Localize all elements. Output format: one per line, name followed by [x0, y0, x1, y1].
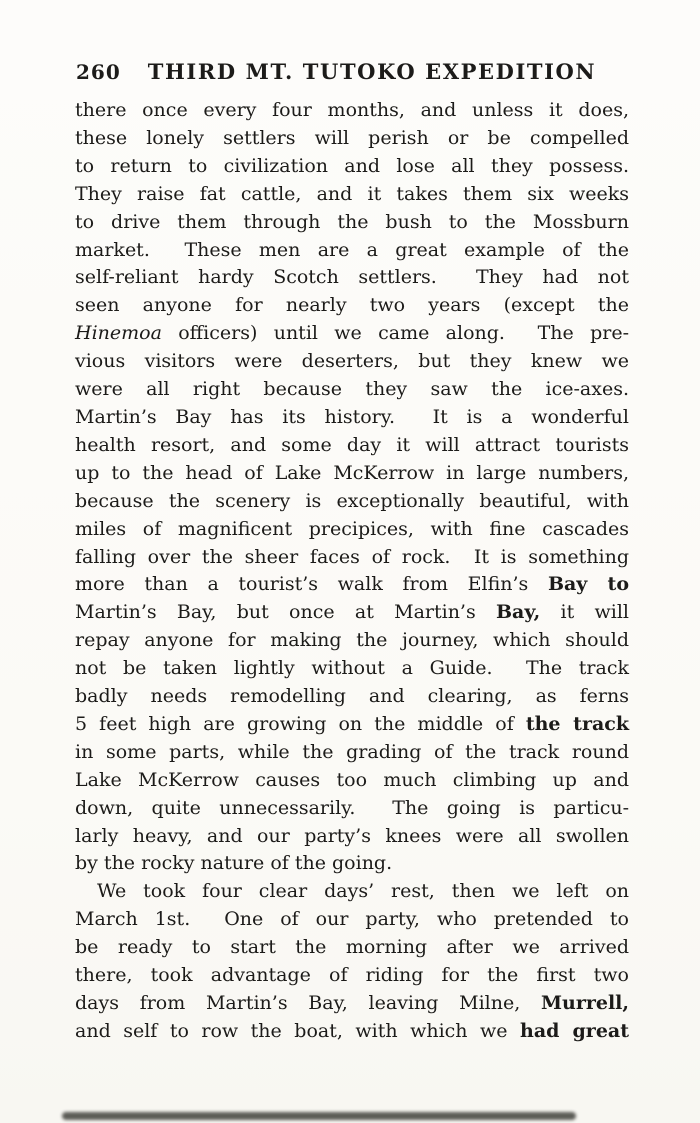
bold-text: had great	[520, 1019, 629, 1042]
text-segment: these lonely settlers will perish or be compelled	[75, 126, 629, 149]
text-line	[75, 348, 629, 376]
text-line	[75, 934, 629, 962]
text-line	[75, 1018, 629, 1046]
bold-text: Bay,	[496, 601, 541, 624]
text-line	[75, 990, 629, 1018]
text-line	[75, 376, 629, 404]
text-line	[75, 488, 629, 516]
italic-text: Hinemoa	[75, 322, 162, 345]
text-line	[75, 823, 629, 851]
bold-text: Bay to	[547, 573, 629, 596]
text-segment: 5 feet high are growing on the middle of	[75, 712, 526, 735]
text-segment: market. These men are a great example of the	[75, 238, 629, 261]
text-line	[75, 767, 629, 795]
text-segment: self-reliant hardy Scotch settlers. They had not	[75, 266, 629, 289]
text-line	[75, 795, 629, 823]
text-segment: were all right because they saw the ice-axes.	[75, 378, 629, 401]
paragraph	[75, 878, 629, 1045]
text-segment: We took four clear days’ rest, then we left on	[97, 880, 629, 903]
text-line	[75, 209, 629, 237]
text-segment: in some parts, while the grading of the track round	[75, 740, 629, 763]
text-segment: miles of magnificent precipices, with fine cascades	[75, 517, 629, 540]
text-segment: falling over the sheer faces of rock. It is something	[75, 545, 629, 568]
text-line	[75, 962, 629, 990]
bold-text: Murrell,	[540, 992, 629, 1014]
text-line	[75, 264, 629, 292]
text-segment: vious visitors were deserters, but they knew we	[75, 350, 629, 373]
text-segment: up to the head of Lake McKerrow in large numbers,	[75, 461, 629, 484]
text-segment: down, quite unnecessarily. The going is particu-	[75, 796, 629, 819]
text-segment: it will	[540, 601, 629, 624]
text-segment: days from Martin’s Bay, leaving Milne,	[75, 992, 541, 1014]
text-segment: Martin’s Bay has its history. It is a wonderful	[75, 405, 629, 428]
text-line	[75, 571, 629, 599]
text-segment: officers) until we came along. The pre-	[161, 322, 629, 345]
text-line	[75, 544, 629, 572]
text-segment: there, took advantage of riding for the first two	[75, 964, 629, 987]
text-line	[75, 850, 629, 878]
page-header	[76, 59, 630, 84]
page-number: 260	[76, 60, 121, 84]
text-line	[75, 906, 629, 934]
text-segment: March 1st. One of our party, who pretended to	[75, 908, 629, 931]
text-segment: They raise fat cattle, and it takes them six weeks	[75, 182, 629, 205]
text-line	[75, 878, 629, 906]
text-line	[75, 627, 629, 655]
text-segment: there once every four months, and unless it does,	[75, 99, 629, 121]
text-line	[75, 237, 629, 265]
text-segment: larly heavy, and our party’s knees were all swollen	[75, 824, 629, 847]
text-line	[75, 739, 629, 767]
text-segment: to drive them through the bush to the Mossburn	[75, 210, 629, 233]
text-segment: be ready to start the morning after we arrived	[75, 936, 629, 959]
text-segment: badly needs remodelling and clearing, as ferns	[75, 685, 629, 708]
page-body	[75, 97, 629, 1046]
text-segment: to return to civilization and lose all they possess.	[75, 154, 629, 177]
text-line	[75, 97, 629, 125]
text-line	[75, 711, 629, 739]
text-line	[75, 153, 629, 181]
text-line	[75, 125, 629, 153]
text-segment: seen anyone for nearly two years (except the	[75, 294, 629, 317]
text-segment: because the scenery is exceptionally beautiful, with	[75, 489, 629, 512]
text-line	[75, 599, 629, 627]
bold-text: the track	[525, 712, 629, 735]
paragraph	[75, 97, 629, 878]
text-line	[75, 320, 629, 348]
text-line	[75, 292, 629, 320]
text-segment: Lake McKerrow causes too much climbing up and	[75, 768, 629, 791]
text-line	[75, 516, 629, 544]
text-line	[75, 404, 629, 432]
text-segment: more than a tourist’s walk from Elfin’s	[75, 573, 548, 596]
text-line	[75, 683, 629, 711]
text-segment: and self to row the boat, with which we	[75, 1019, 521, 1042]
text-segment: Martin’s Bay, but once at Martin’s	[75, 601, 496, 624]
text-segment: not be taken lightly without a Guide. The track	[75, 657, 629, 680]
running-title: THIRD MT. TUTOKO EXPEDITION	[147, 59, 597, 84]
text-line	[75, 181, 629, 209]
text-segment: repay anyone for making the journey, which should	[75, 629, 629, 652]
scan-edge-artifact	[62, 1112, 576, 1120]
text-line	[75, 655, 629, 683]
text-line	[75, 460, 629, 488]
text-line	[75, 432, 629, 460]
text-segment: by the rocky nature of the going.	[75, 852, 393, 875]
text-segment: health resort, and some day it will attract tourists	[75, 433, 629, 456]
